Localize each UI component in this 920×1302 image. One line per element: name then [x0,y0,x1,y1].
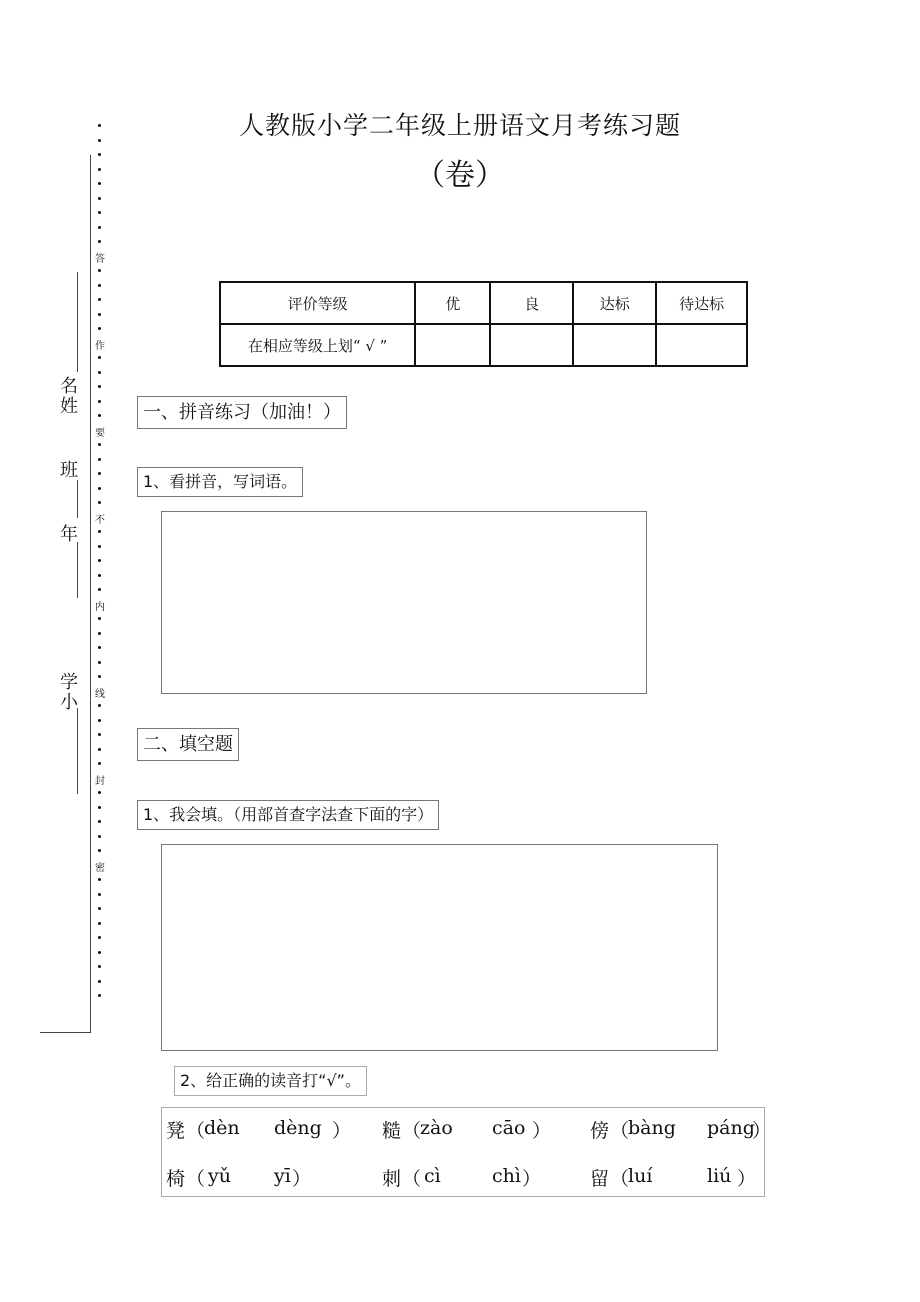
page-title: 人教版小学二年级上册语文月考练习题 [238,111,681,140]
paren-open: （ [402,1120,422,1142]
pinyin-option[interactable]: chì [492,1165,521,1187]
seal-dot [98,965,101,968]
seal-dot [98,226,101,229]
label-xue: 学 [60,672,78,693]
seal-dot [98,907,101,910]
seal-dot [98,182,101,185]
seal-dot [98,240,101,243]
label-ming: 名 [60,376,78,397]
paren-open: （ [402,1168,422,1190]
paren-close: ） [522,1168,542,1190]
seal-dot [98,936,101,939]
binding-vertical-rule [90,155,91,1032]
section-heading-pinyin: 一、拼音练习（加油！） [137,396,347,429]
table-header-cell: 达标 [573,282,656,324]
seal-dot [98,574,101,577]
seal-dot [98,385,101,388]
seal-dot [98,414,101,417]
paren-close: ） [332,1120,352,1142]
seal-dot [98,197,101,200]
pinyin-option[interactable]: luí [628,1165,653,1187]
pinyin-option[interactable]: dèn [204,1117,240,1139]
seal-dot [98,878,101,881]
class-line [77,480,78,518]
seal-char: 要 [95,428,105,439]
grade-cell-needs-work[interactable] [656,324,747,366]
pinyin-option[interactable]: páng [707,1117,755,1139]
seal-dot [98,806,101,809]
pinyin-option[interactable]: yī [274,1165,291,1187]
seal-dot [98,835,101,838]
paren-open: （ [610,1168,630,1190]
seal-char: 封 [95,776,105,787]
seal-dot [98,951,101,954]
grade-cell-excellent[interactable] [415,324,490,366]
section-heading-fill-in: 二、填空题 [137,728,239,761]
label-xing: 姓 [60,396,78,417]
paren-open: （ [610,1120,630,1142]
seal-dot [98,704,101,707]
label-ban: 班 [60,460,78,481]
pinyin-option[interactable]: bàng [628,1117,676,1139]
seal-dot [98,284,101,287]
evaluation-table [219,281,748,367]
seal-char: 不 [95,515,105,526]
seal-dot [98,617,101,620]
seal-dot [98,371,101,374]
seal-dot [98,327,101,330]
school-line [77,708,78,794]
pinyin-option[interactable]: zào [420,1117,453,1139]
table-row-label: 在相应等级上划“ √ ” [220,324,415,366]
pinyin-item-char: 留 [590,1168,610,1190]
pinyin-option[interactable]: cì [424,1165,441,1187]
grade-cell-good[interactable] [490,324,573,366]
seal-char: 内 [95,602,105,613]
pinyin-choice-box [161,1107,772,1197]
seal-dot [98,458,101,461]
name-line [77,272,78,372]
question-heading: 2、给正确的读音打“√”。 [174,1066,367,1096]
paren-open: （ [186,1120,206,1142]
paren-close: ） [737,1168,757,1190]
seal-dot [98,153,101,156]
table-header-cell: 评价等级 [220,282,415,324]
question-heading: 1、我会填。（用部首查字法查下面的字） [137,800,439,830]
seal-dot [98,530,101,533]
label-xiao: 小 [60,692,78,713]
paren-open: （ [186,1168,206,1190]
grade-line [77,542,78,598]
seal-dot [98,211,101,214]
seal-dot [98,748,101,751]
pinyin-item-char: 刺 [382,1168,402,1190]
seal-dot [98,646,101,649]
paren-close: ） [292,1168,312,1190]
pinyin-item-char: 椅 [166,1168,186,1190]
pinyin-item-char: 糙 [382,1120,402,1142]
seal-dot [98,313,101,316]
table-header-cell: 优 [415,282,490,324]
answer-box-pinyin[interactable] [161,511,647,694]
seal-dot [98,545,101,548]
grade-cell-pass[interactable] [573,324,656,366]
seal-dot [98,588,101,591]
seal-dot [98,501,101,504]
pinyin-option[interactable]: yǔ [208,1165,231,1187]
seal-dot [98,400,101,403]
question-heading: 1、看拼音，写词语。 [137,467,303,497]
pinyin-option[interactable]: liú [707,1165,732,1187]
pinyin-option[interactable]: cāo [492,1117,526,1139]
pinyin-item-char: 凳 [166,1120,186,1142]
seal-dot [98,820,101,823]
page-subtitle: （卷） [415,158,505,193]
seal-dot [98,124,101,127]
seal-dot [98,559,101,562]
table-header-cell: 待达标 [656,282,747,324]
seal-dot [98,849,101,852]
pinyin-item-char: 傍 [590,1120,610,1142]
seal-dot [98,139,101,142]
seal-dot [98,719,101,722]
seal-dot [98,893,101,896]
seal-dot [98,487,101,490]
pinyin-option[interactable]: dèng [274,1117,322,1139]
seal-dot [98,762,101,765]
seal-dot [98,168,101,171]
seal-char: 作 [95,341,105,352]
table-header-cell: 良 [490,282,573,324]
seal-dot [98,980,101,983]
paren-close: ） [752,1120,772,1142]
seal-dot [98,661,101,664]
table-row [220,324,747,366]
seal-dot [98,994,101,997]
seal-dot [98,733,101,736]
label-nian: 年 [60,524,78,545]
seal-dot [98,356,101,359]
seal-char: 密 [95,863,105,874]
seal-dot [98,675,101,678]
seal-dot [98,298,101,301]
answer-box-radical[interactable] [161,844,718,1051]
table-row [220,282,747,324]
seal-dot [98,791,101,794]
seal-dot [98,269,101,272]
seal-dot [98,632,101,635]
seal-dot [98,922,101,925]
seal-char: 答 [95,254,105,265]
seal-dot [98,472,101,475]
binding-bottom-rule [40,1032,91,1033]
paren-close: ） [532,1120,552,1142]
seal-char: 线 [95,689,105,700]
seal-dot [98,443,101,446]
